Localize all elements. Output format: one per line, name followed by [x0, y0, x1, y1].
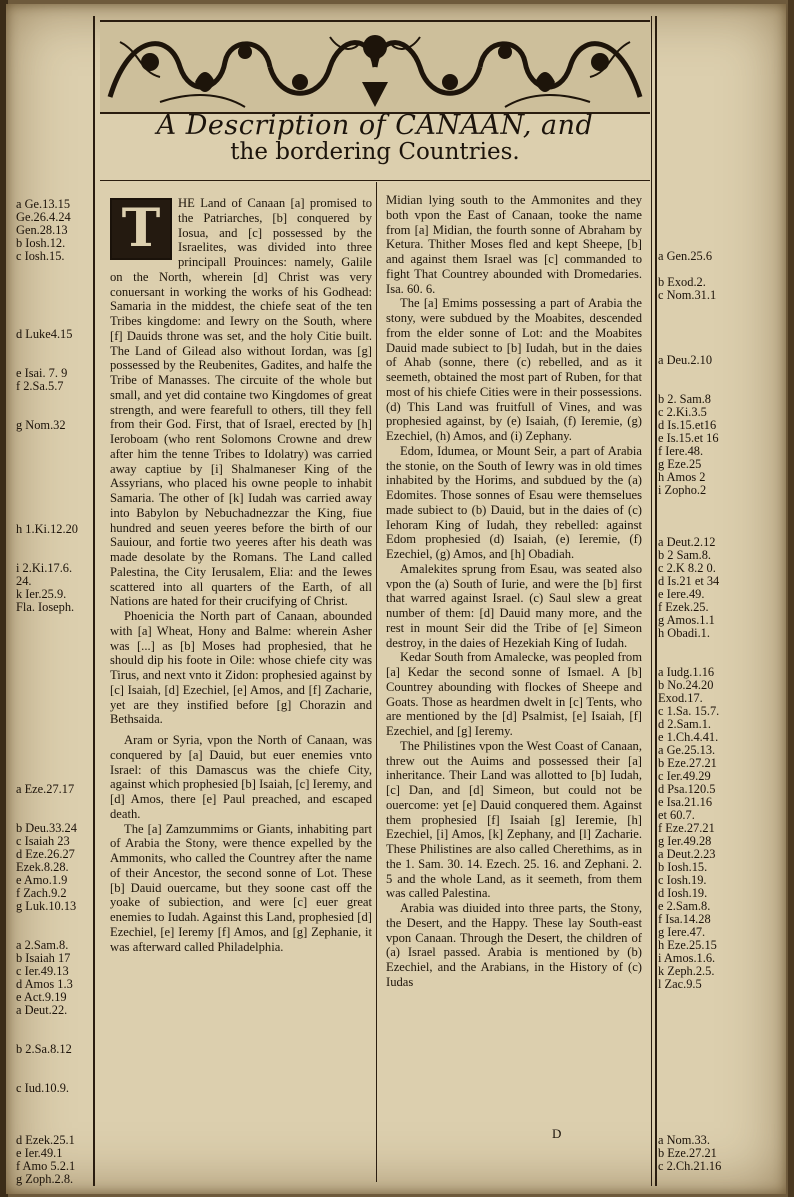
margin-note: a Deut.22. [16, 1003, 68, 1017]
margin-note: e Act.9.19 [16, 990, 67, 1004]
margin-note: b Iosh.15. [658, 860, 708, 874]
column-divider [376, 182, 377, 1182]
drop-cap: T [110, 198, 172, 260]
margin-note: c Iosh.15. [16, 249, 65, 263]
margin-note: d Iosh.19. [658, 886, 708, 900]
margin-note: c Nom.31.1 [658, 288, 717, 302]
margin-note: f Iere.48. [658, 444, 704, 458]
margin-note: g Luk.10.13 [16, 899, 77, 913]
margin-note: b Deu.33.24 [16, 821, 77, 835]
title-line-2: the bordering Countries. [230, 139, 520, 165]
margin-note: g Eze.25 [658, 457, 702, 471]
margin-note: b 2. Sam.8 [658, 392, 712, 406]
margin-note: h Eze.25.15 [658, 938, 717, 952]
margin-note: d Luke4.15 [16, 327, 73, 341]
margin-note: a Deut.2.23 [658, 847, 716, 861]
margin-note: Exod.17. [658, 691, 703, 705]
paragraph-aram: Aram or Syria, vpon the North of Canaan, was conquered by [a] Dauid, but euer enemies vnto Israel: of this Damascus was the chiefe City, against which prophesied [b] Isaiah, [c] Ieremy, and [d] Amos, there [e] Paul preached, and escaped death. [110, 733, 372, 821]
margin-note: d Is.15.et16 [658, 418, 717, 432]
headpiece-ornament [100, 20, 650, 114]
margin-note: d Eze.26.27 [16, 847, 75, 861]
margin-note: c Ier.49.13 [16, 964, 69, 978]
margin-note: h 1.Ki.12.20 [16, 522, 78, 536]
paragraph-kedar: Kedar South from Amalecke, was peopled from [a] Kedar the second sonne of Ismael. A [b] Countrey abounding with flockes of Sheepe and Goats. Those as heardmen dwelt in [c] Tents, who are mentioned by the [d] Psalmist, [e] Isaiah, [f] Ezechiel, and [g] Ieremy. [386, 650, 642, 738]
margin-note: a Ge.25.13. [658, 743, 716, 757]
paragraph-emims: The [a] Emims possessing a part of Arabia the stony, were subdued by the Moabites, descended from the elder sonne of Lot: and the Moabites Dauid made subiect to [b] Iudah, but in the daies of Ahab (sonne, there (c) rebelled, and as it seemeth, obtained the most part of Ruben, for that most of his chiefe Cities were in their possessions. (d) This Land was fruitfull of Vines, and was prophesied against, by (e) Isaiah, (f) Ieremie, (g) Ezechiel, (h) Amos, and (i) Zephany. [386, 296, 642, 443]
title-line-1: A Description of CANAAN, and [156, 110, 594, 141]
margin-note: k Ier.25.9. [16, 587, 67, 601]
page-title [100, 110, 650, 165]
margin-note: et 60.7. [658, 808, 695, 822]
margin-note: k Zeph.2.5. [658, 964, 715, 978]
margin-note: c Ier.49.29 [658, 769, 711, 783]
margin-note: a Iudg.1.16 [658, 665, 715, 679]
paragraph-edom: Edom, Idumea, or Mount Seir, a part of Arabia the stonie, on the South of Iewry was in old times inhabited by the Horims, and subdued by the (a) Edomites. Those sonnes of Esau were themselues made subiect to (b) Dauid, but in the daies of (c) Iehoram King of Iudah, they rebelled: against Edom prophesied (d) Isaiah, (e) Ieremie, (f) Ezechiel, (g) Amos, and [h] Obadiah. [386, 443, 642, 561]
margin-note: a Nom.33. [658, 1133, 710, 1147]
margin-note: b Eze.27.21 [658, 1146, 717, 1160]
frame-outer-rule [651, 16, 655, 1186]
margin-note: f 2.Sa.5.7 [16, 379, 64, 393]
margin-note: g Iere.47. [658, 925, 706, 939]
margin-note: g Ier.49.28 [658, 834, 712, 848]
margin-note: h Obadi.1. [658, 626, 710, 640]
paragraph-philistines: The Philistines vpon the West Coast of Canaan, threw out the Auims and possessed their [a] inheritance. Their Land was allotted to [b] Iudah, [c] Dan, and [d] Simeon, but could not be ouercome: yet [e] Dauid conquered them. Against them prophesied [f] Isaiah [g] Ieremie, [h] Ezechiel, [i] Amos, [k] Zephany, and [l] Zacharie. These Philistines are also called Cherethims, as in the 1. Sam. 30. 14. Ezech. 25. 16. and Zephani. 2. 5 and the whole Land, as it seemeth, from them was called Palestina. [386, 738, 642, 901]
margin-note: g Nom.32 [16, 418, 66, 432]
margin-note: a Gen.25.6 [658, 249, 713, 263]
margin-note: f Isa.14.28 [658, 912, 711, 926]
margin-note: f Ezek.25. [658, 600, 709, 614]
left-text-column [110, 196, 372, 954]
margin-note: b Exod.2. [658, 275, 706, 289]
margin-note: i 2.Ki.17.6. [16, 561, 73, 575]
margin-note: f Eze.27.21 [658, 821, 715, 835]
margin-note: Fla. Ioseph. [16, 600, 75, 614]
margin-note: Ge.26.4.24 [16, 210, 71, 224]
margin-note: f Amo 5.2.1 [16, 1159, 76, 1173]
paragraph-amalekites: Amalekites sprung from Esau, was seated also vpon the (a) South of Iurie, and were the [b] first that warred against Israel. (c) Saul slew a great number of them: [d] Dauid many more, and the rest in mount Seir did the Tribe of [e] Simeon destroy, in the daies of Hezekiah King of Iudah. [386, 561, 642, 650]
margin-note: a 2.Sam.8. [16, 938, 69, 952]
margin-note: c Isaiah 23 [16, 834, 70, 848]
margin-note: h Amos 2 [658, 470, 706, 484]
margin-note: c 2.Ch.21.16 [658, 1159, 722, 1173]
right-text-column [386, 193, 642, 990]
paragraph-midian: Midian lying south to the Ammonites and they both vpon the East of Canaan, tooke the name from [a] Midian, the fourth sonne of Abraham by Ketura. Thither Moses fled and kept Sheepe, [b] and against them Israel was [c] commanded to fight That Countrey abounded with Dromedaries. Isa. 60. 6. [386, 193, 642, 296]
margin-note: d Ezek.25.1 [16, 1133, 75, 1147]
scroll-ornament-icon [100, 22, 650, 112]
margin-note: i Zopho.2 [658, 483, 707, 497]
margin-note: b 2.Sa.8.12 [16, 1042, 72, 1056]
margin-note: b No.24.20 [658, 678, 714, 692]
margin-note: 24. [16, 574, 32, 588]
margin-note: e Is.15.et 16 [658, 431, 719, 445]
paragraph-canaan: HE Land of Canaan [a] promised to the Patriarches, [b] conquered by Iosua, and [c] possessed by the Israelites, was divided into three principall Prouinces: namely, Galile on the North, wherein [d] Christ was very conuersant in working the works of his Godhead: Samaria in the middest, the chiefe seat of the ten Tribes kingdome: and Iewry on the South, where [f] Dauids throne was set, and the holy Citie built. The Land of Gilead also without Iordan, was [g] possessed by the Reubenites, Gadites, and halfe the Tribe of Manasses. The circuite of the whole but small, and yet did containe two Kingdomes of great strength, and were fearefull to others, till they fell from their God. First, that of Israel, erected by [h] Ieroboam (who rent Solomons Crowne and drew after him the tenne Tribes to Idolatry) was carried away captiue by [i] Shalmaneser King of the Assyrians, who placed his owne people to inhabit Samaria. The other of [k] Iudah was carried away into Babylon by Nebuchadnezzar the King, fiue hundred and seuen yeeres before the birth of our Sauiour, and fortie two yeeres after his death was made desolate by the Romans. The Land called Palestina, the City Ierusalem, Elia: and the Iewes scattered into all quarters of the Earth, of all Nations are hated for their crucifying of Christ. [110, 196, 372, 609]
margin-note: e 2.Sam.8. [658, 899, 711, 913]
margin-note: Ezek.8.28. [16, 860, 69, 874]
paragraph-phoenicia: Phoenicia the North part of Canaan, abounded with [a] Wheat, Hony and Balme: wherein Asher was [...] as [b] Moses had prophesied, that he should dip his foote in Oile: whose chiefe city was Tirus, and next vnto it Zidon: prophesied against by [c] Isaiah, [d] Ezechiel, [e] Amos, and [f] Zacharie, yet are they instified before [g] Chorazin and Bethsaida. [110, 609, 372, 727]
margin-note: Gen.28.13 [16, 223, 68, 237]
margin-note: e 1.Ch.4.41. [658, 730, 719, 744]
margin-note: b Eze.27.21 [658, 756, 717, 770]
margin-note: c Iud.10.9. [16, 1081, 69, 1095]
margin-note: a Eze.27.17 [16, 782, 75, 796]
margin-note: e Iere.49. [658, 587, 705, 601]
margin-note: c 1.Sa. 15.7. [658, 704, 720, 718]
margin-note: d Psa.120.5 [658, 782, 716, 796]
margin-note: c 2.K 8.2 0. [658, 561, 716, 575]
margin-note: e Isai. 7. 9 [16, 366, 68, 380]
paragraph-zamzummims: The [a] Zamzummims or Giants, inhabiting part of Arabia the Stony, were thence expelled by the Ammonits, who called the Countrey after the name of their Ancestor, the second sonne of Lot. These [b] Dauid ouercame, but they soone cast off the yoake of subiection, and were [c] euer great enemies to Iudah. Against this Land, prophesied [d] Ezechiel, [e] Ieremy [f] Amos, and [g] Zephanie, it was afterward called Philadelphia. [110, 821, 372, 954]
margin-note: g Zoph.2.8. [16, 1172, 74, 1186]
margin-note: l Zac.9.5 [658, 977, 702, 991]
margin-note: g Amos.1.1 [658, 613, 715, 627]
margin-note: d Is.21 et 34 [658, 574, 720, 588]
margin-note: b Isaiah 17 [16, 951, 71, 965]
margin-note: d Amos 1.3 [16, 977, 73, 991]
paragraph-arabia: Arabia was diuided into three parts, the Stony, the Desert, and the Happy. These lay South-east vpon Canaan. Through the Desert, the children of (a) Israel passed. Arabia is mentioned by (b) Ezechiel, and the Arabians, in the History of (c) Iudas [386, 901, 642, 989]
margin-note: c Iosh.19. [658, 873, 707, 887]
margin-note: b Iosh.12. [16, 236, 66, 250]
margin-note: a Deut.2.12 [658, 535, 716, 549]
signature-mark: D [552, 1126, 562, 1141]
margin-note: i Amos.1.6. [658, 951, 716, 965]
margin-note: d 2.Sam.1. [658, 717, 712, 731]
margin-note: f Zach.9.2 [16, 886, 67, 900]
margin-note: e Ier.49.1 [16, 1146, 63, 1160]
binding-shadow-right [788, 0, 794, 1197]
margin-note: e Isa.21.16 [658, 795, 713, 809]
margin-note: b 2 Sam.8. [658, 548, 712, 562]
margin-note: c 2.Ki.3.5 [658, 405, 707, 419]
margin-note: e Amo.1.9 [16, 873, 68, 887]
margin-note: a Ge.13.15 [16, 197, 71, 211]
title-rule [100, 180, 650, 181]
margin-note: a Deu.2.10 [658, 353, 713, 367]
